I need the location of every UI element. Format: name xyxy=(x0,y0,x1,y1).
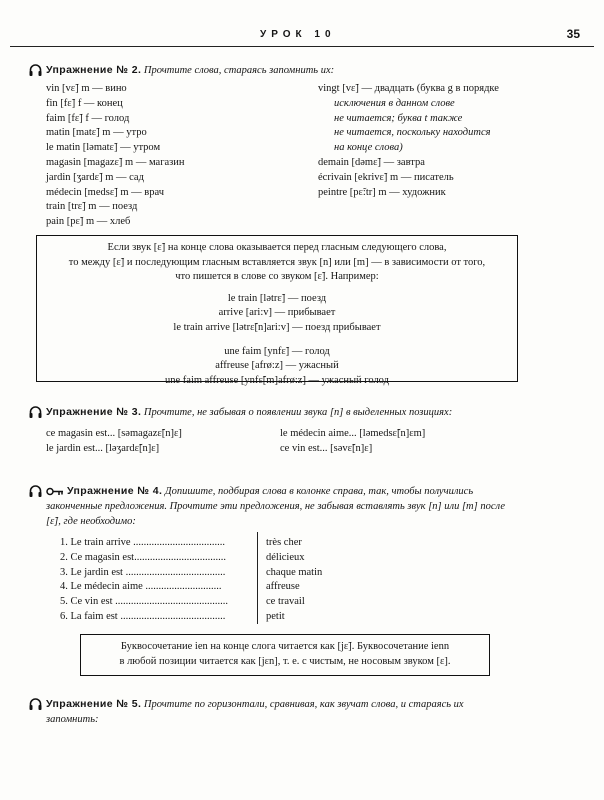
vocab-note: не читается, поскольку находится xyxy=(334,127,491,139)
exercise-4-instruction-line: Допишите, подбирая слова в колонке справа, так, чтобы получились xyxy=(164,486,474,497)
sentence-blank-item: 2. Ce magasin est................................... xyxy=(60,551,226,563)
vocab-note: на конце слова) xyxy=(334,142,403,154)
sentence-blank-item: 4. Le médecin aime ............................. xyxy=(60,581,222,593)
rule-text-line: Буквосочетание ien на конце слога читается как [jɛ̃]. Буквосочетание ienn xyxy=(120,641,450,652)
vocab-item: vin [vɛ̃] m — вино xyxy=(46,83,127,94)
vocab-item: fin [fɛ̃] f — конец xyxy=(46,97,123,109)
exercise-4-title: Упражнение № 4. xyxy=(67,485,163,497)
example-group-2 xyxy=(37,345,517,389)
sentence-blank-item: 3. Le jardin est ...................................... xyxy=(60,566,226,578)
example-line: une faim affreuse [ynfɛ̃[m]afrø:z] — ужасный голод xyxy=(165,374,389,386)
vocab-item: train [trɛ̃] m — поезд xyxy=(46,201,138,213)
vocab-item: faim [fɛ̃] f — голод xyxy=(46,112,130,124)
exercise-5-instruction-line: Прочтите по горизонтали, сравнивая, как звучат слова, и стараясь их xyxy=(143,699,464,710)
vocab-item: jardin [ʒardɛ̃] m — сад xyxy=(46,171,144,183)
key-icon xyxy=(46,487,64,496)
option-item: ce travail xyxy=(266,596,305,608)
example-line: le train arrive [lətrɛ̃[n]ari:v] — поезд прибывает xyxy=(173,321,381,333)
option-item: chaque matin xyxy=(266,566,323,578)
vocab-item: pain [pɛ̃] m — хлеб xyxy=(46,216,131,228)
exercise-3-left-column xyxy=(46,427,182,457)
exercise-2-instruction: Прочтите слова, стараясь запомнить их: xyxy=(143,65,335,76)
option-item: délicieux xyxy=(266,551,305,563)
rule-text-line: то между [ɛ̃] и последующим гласным вставляется звук [n] или [m] — в зависимости от того, xyxy=(68,256,486,268)
vocab-note: исключения в данном слове xyxy=(334,97,455,109)
page-number: 35 xyxy=(566,27,580,41)
rule-text-line: что пишется в слове со звуком [ɛ̃]. Например: xyxy=(175,271,379,283)
rule-text-line: в любой позиции читается как [jɛn], т. е. с чистым, не носовым звуком [ɛ]. xyxy=(119,655,451,667)
sentence-blank-item: 1. Le train arrive ................................... xyxy=(60,537,226,548)
sentence-blank-item: 6. La faim est ........................................ xyxy=(60,610,226,622)
headphones-icon xyxy=(29,406,42,418)
exercise-5-title: Упражнение № 5. xyxy=(46,698,142,710)
option-item: petit xyxy=(266,610,285,622)
vocab-item: le matin [ləmatɛ̃] — утром xyxy=(46,142,161,154)
headphones-icon xyxy=(29,485,42,497)
phrase-item: ce magasin est... [səmagazɛ̃[n]ɛ] xyxy=(46,428,182,439)
phrase-item: ce vin est... [səvɛ̃[n]ɛ] xyxy=(280,442,373,454)
exercise-3-heading xyxy=(46,405,564,420)
exercise-3-instruction: Прочтите, не забывая о появлении звука [n] в выделенных позициях: xyxy=(143,407,453,418)
example-line: affreuse [afrø:z] — ужасный xyxy=(215,360,339,372)
vocab-item: écrivain [ekrivɛ̃] m — писатель xyxy=(318,171,454,183)
option-item: très cher xyxy=(266,537,302,548)
example-group-1 xyxy=(37,292,517,336)
rule-text-line: Если звук [ɛ̃] на конце слова оказывается перед гласным следующего слова, xyxy=(107,242,447,253)
exercise-2-right-column xyxy=(318,82,499,200)
exercise-3-title: Упражнение № 3. xyxy=(46,406,142,418)
sentence-blank-item: 5. Ce vin est ........................................... xyxy=(60,596,228,608)
phrase-item: le jardin est... [ləʒardɛ̃[n]ɛ] xyxy=(46,442,160,454)
example-line: arrive [ari:v] — прибывает xyxy=(218,307,336,319)
example-line: le train [lətrɛ̃] — поезд xyxy=(227,292,327,304)
vocab-item: magasin [magazɛ̃] m — магазин xyxy=(46,156,185,168)
lesson-title: УРОК 10 xyxy=(260,29,336,40)
headphones-icon xyxy=(29,64,42,76)
exercise-4-instruction-line: [ɛ̃], где необходимо: xyxy=(46,516,136,527)
option-item: affreuse xyxy=(266,581,300,593)
vocab-item: médecin [medsɛ̃] m — врач xyxy=(46,186,165,198)
example-line: une faim [ynfɛ̃] — голод xyxy=(224,345,330,357)
vocab-item: demain [dəmɛ̃] — завтра xyxy=(318,156,425,168)
vocab-note: не читается; буква t также xyxy=(334,112,463,124)
vocab-item: matin [matɛ̃] m — утро xyxy=(46,127,147,139)
exercise-4-options xyxy=(266,536,322,625)
exercise-2-left-column xyxy=(46,82,185,230)
vocab-item: peintre [pɛ̃:tr] m — художник xyxy=(318,186,446,198)
headphones-icon xyxy=(29,698,42,710)
exercise-3-right-column xyxy=(280,427,425,457)
rule-box-nasal-liaison xyxy=(36,235,518,386)
exercise-4-instruction-line: законченные предложения. Прочтите эти предложения, не забывая вставлять звук [n] или [m] после xyxy=(46,501,506,512)
phrase-item: le médecin aime... [ləmedsɛ̃[n]ɛm] xyxy=(280,428,426,439)
rule-box-ien xyxy=(80,634,490,676)
running-header xyxy=(10,26,594,47)
exercise-5-instruction-line: запомнить: xyxy=(46,714,99,725)
column-divider xyxy=(257,532,258,624)
exercise-2-title: Упражнение № 2. xyxy=(46,64,142,76)
exercise-2-heading xyxy=(46,63,564,78)
exercise-4-heading xyxy=(46,484,564,529)
exercise-5-heading xyxy=(46,697,564,727)
exercise-4-sentences xyxy=(60,536,228,625)
vocab-item: vingt [vɛ̃] — двадцать (буква g в порядке xyxy=(318,83,499,94)
